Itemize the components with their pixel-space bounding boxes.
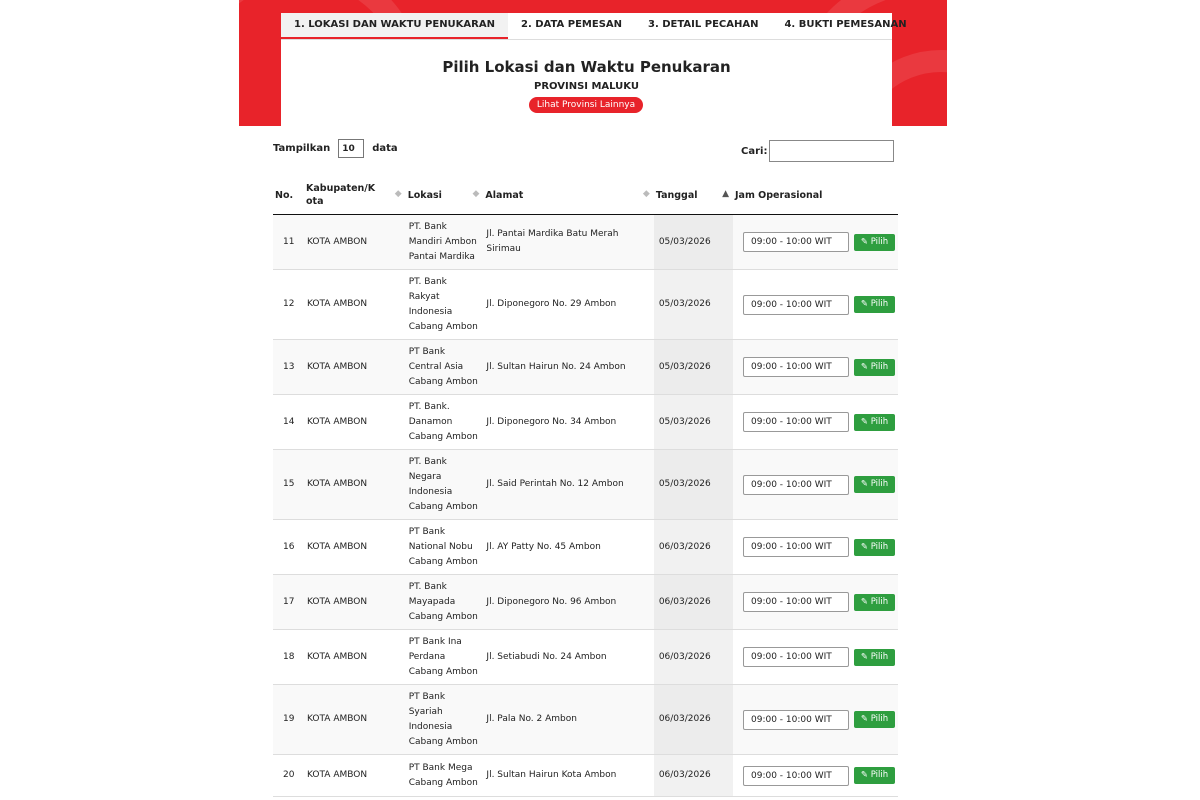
lokasi-text: PT Bank Ina Perdana Cabang Ambon (408, 636, 478, 677)
cell-lokasi (406, 755, 484, 797)
table-row (273, 755, 898, 797)
cell-kabupaten: KOTA AMBON (304, 575, 406, 630)
jam-operasional-select[interactable]: 09:00 - 10:00 WIT (743, 710, 849, 730)
pilih-button[interactable] (854, 296, 895, 313)
cell-tanggal: 06/03/2026 (654, 575, 733, 630)
cell-kabupaten: KOTA AMBON (304, 685, 406, 755)
length-suffix: data (372, 143, 398, 154)
cell-alamat (483, 755, 653, 797)
edit-icon: ✎ (860, 596, 868, 607)
page-length-select[interactable]: 10 (338, 139, 364, 158)
cell-jam (733, 630, 898, 685)
cell-no: 17 (273, 575, 304, 630)
cell-kabupaten: KOTA AMBON (304, 755, 406, 797)
cell-tanggal: 06/03/2026 (654, 685, 733, 755)
lokasi-text: PT Bank National Nobu Cabang Ambon (408, 526, 478, 567)
lokasi-text: PT Bank Syariah Indonesia Cabang Ambon (408, 691, 478, 747)
cell-no: 20 (273, 755, 304, 797)
pilih-button[interactable] (854, 539, 895, 556)
cell-jam (733, 450, 898, 520)
alamat-text: Jl. Diponegoro No. 34 Ambon (486, 416, 617, 427)
table-row (273, 215, 898, 270)
alamat-text: Jl. Sultan Hairun No. 24 Ambon (486, 361, 626, 372)
cell-alamat (483, 340, 653, 395)
cell-kabupaten: KOTA AMBON (304, 215, 406, 270)
lokasi-text: PT. Bank Negara Indonesia Cabang Ambon (408, 456, 478, 512)
table-row (273, 685, 898, 755)
edit-icon: ✎ (860, 416, 868, 427)
table-row (273, 395, 898, 450)
cell-alamat (483, 575, 653, 630)
page-length-control (273, 139, 398, 158)
col-jam-operasional[interactable]: Jam Operasional (733, 176, 898, 215)
cell-alamat (483, 685, 653, 755)
pilih-label: Pilih (870, 651, 889, 662)
other-province-button[interactable]: Lihat Provinsi Lainnya (529, 97, 643, 113)
tab-data-pemesan[interactable]: 2. DATA PEMESAN (520, 19, 623, 30)
cell-no: 15 (273, 450, 304, 520)
edit-icon: ✎ (860, 541, 868, 552)
cell-kabupaten: KOTA AMBON (304, 395, 406, 450)
pilih-label: Pilih (870, 479, 889, 489)
cell-tanggal: 05/03/2026 (654, 270, 733, 340)
cell-no: 13 (273, 340, 304, 395)
alamat-text: Jl. Said Perintah No. 12 Ambon (486, 479, 624, 489)
cell-no: 14 (273, 395, 304, 450)
cell-tanggal: 06/03/2026 (654, 520, 733, 575)
pilih-label: Pilih (870, 714, 889, 724)
search-control (741, 140, 894, 162)
jam-operasional-select[interactable]: 09:00 - 10:00 WIT (743, 537, 849, 557)
table-row (273, 450, 898, 520)
jam-operasional-select[interactable]: 09:00 - 10:00 WIT (743, 766, 849, 786)
table-row (273, 630, 898, 685)
lokasi-text: PT Bank Mega Cabang Ambon (408, 762, 478, 788)
edit-icon: ✎ (860, 770, 868, 780)
tab-bukti-pemesanan[interactable]: 4. BUKTI PEMESANAN (784, 19, 907, 30)
cell-jam (733, 340, 898, 395)
lokasi-text: PT. Bank Mandiri Ambon Pantai Mardika (408, 221, 477, 262)
pilih-label: Pilih (870, 299, 889, 309)
cell-alamat (483, 395, 653, 450)
cell-jam (733, 575, 898, 630)
page-title: Pilih Lokasi dan Waktu Penukaran (442, 58, 731, 76)
cell-no: 12 (273, 270, 304, 340)
col-kabupaten[interactable]: Kabupaten/Kota ◆ (304, 176, 406, 215)
pilih-button[interactable] (854, 414, 895, 431)
cell-no: 19 (273, 685, 304, 755)
edit-icon: ✎ (860, 361, 868, 372)
cell-alamat (483, 520, 653, 575)
pilih-label: Pilih (870, 770, 889, 780)
col-alamat[interactable]: Alamat ◆ (483, 176, 653, 215)
cell-tanggal: 05/03/2026 (654, 215, 733, 270)
cell-lokasi (406, 270, 484, 340)
tab-detail-pecahan[interactable]: 3. DETAIL PECAHAN (648, 19, 759, 30)
step-tabs (281, 13, 907, 40)
cell-lokasi (406, 450, 484, 520)
pilih-button[interactable] (854, 649, 895, 666)
cell-jam (733, 685, 898, 755)
edit-icon: ✎ (860, 479, 868, 489)
jam-operasional-select[interactable]: 09:00 - 10:00 WIT (743, 232, 849, 252)
table-header-row (273, 176, 898, 215)
sort-icon: ◆ (642, 189, 650, 199)
lokasi-text: PT. Bank Mayapada Cabang Ambon (408, 581, 478, 622)
cell-tanggal: 05/03/2026 (654, 340, 733, 395)
jam-operasional-select[interactable]: 09:00 - 10:00 WIT (743, 647, 849, 667)
cell-alamat (483, 215, 653, 270)
edit-icon: ✎ (860, 236, 868, 247)
cell-kabupaten: KOTA AMBON (304, 270, 406, 340)
pilih-button[interactable] (854, 767, 895, 784)
step-card (281, 13, 907, 126)
pilih-button[interactable] (854, 594, 895, 611)
cell-lokasi (406, 520, 484, 575)
alamat-text: Jl. AY Patty No. 45 Ambon (486, 541, 601, 552)
pilih-button[interactable] (854, 234, 895, 251)
table-row (273, 270, 898, 340)
cell-alamat (483, 270, 653, 340)
cell-lokasi (406, 630, 484, 685)
cell-alamat (483, 630, 653, 685)
cell-kabupaten: KOTA AMBON (304, 630, 406, 685)
cell-jam (733, 215, 898, 270)
jam-operasional-select[interactable]: 09:00 - 10:00 WIT (743, 357, 849, 377)
alamat-text: Jl. Pantai Mardika Batu Merah Sirimau (486, 229, 619, 254)
location-table (273, 176, 898, 797)
tab-lokasi[interactable]: 1. LOKASI DAN WAKTU PENUKARAN (281, 13, 508, 39)
length-prefix: Tampilkan (273, 143, 331, 154)
edit-icon: ✎ (860, 299, 868, 309)
pilih-label: Pilih (870, 416, 889, 427)
cell-jam (733, 270, 898, 340)
col-no[interactable]: No. (273, 176, 304, 215)
pilih-button[interactable] (854, 711, 895, 728)
alamat-text: Jl. Setiabudi No. 24 Ambon (486, 651, 607, 662)
cell-kabupaten: KOTA AMBON (304, 520, 406, 575)
pilih-label: Pilih (870, 236, 889, 247)
pilih-button[interactable] (854, 359, 895, 376)
cell-no: 11 (273, 215, 304, 270)
pilih-button[interactable] (854, 476, 895, 493)
cell-alamat (483, 450, 653, 520)
cell-jam (733, 395, 898, 450)
jam-operasional-select[interactable]: 09:00 - 10:00 WIT (743, 475, 849, 495)
sort-asc-icon: ▲ (722, 189, 729, 199)
jam-operasional-select[interactable]: 09:00 - 10:00 WIT (743, 592, 849, 612)
cell-no: 18 (273, 630, 304, 685)
cell-kabupaten: KOTA AMBON (304, 450, 406, 520)
table-row (273, 340, 898, 395)
lokasi-text: PT. Bank. Danamon Cabang Ambon (408, 401, 478, 442)
cell-jam (733, 755, 898, 797)
cell-lokasi (406, 685, 484, 755)
pilih-label: Pilih (870, 541, 889, 552)
jam-operasional-select[interactable]: 09:00 - 10:00 WIT (743, 412, 849, 432)
cell-no: 16 (273, 520, 304, 575)
cell-lokasi (406, 395, 484, 450)
cell-lokasi (406, 215, 484, 270)
table-row (273, 575, 898, 630)
sort-icon: ◆ (394, 189, 402, 199)
table-row (273, 520, 898, 575)
cell-lokasi (406, 340, 484, 395)
cell-kabupaten: KOTA AMBON (304, 340, 406, 395)
search-input[interactable] (769, 140, 894, 162)
col-lokasi[interactable]: Lokasi ◆ (406, 176, 484, 215)
cell-tanggal: 05/03/2026 (654, 450, 733, 520)
jam-operasional-select[interactable]: 09:00 - 10:00 WIT (743, 295, 849, 315)
sort-icon: ◆ (472, 189, 480, 199)
cell-tanggal: 05/03/2026 (654, 395, 733, 450)
cell-tanggal: 06/03/2026 (654, 630, 733, 685)
pilih-label: Pilih (870, 361, 889, 372)
cell-lokasi (406, 575, 484, 630)
alamat-text: Jl. Diponegoro No. 29 Ambon (486, 299, 617, 309)
alamat-text: Jl. Diponegoro No. 96 Ambon (486, 596, 617, 607)
province-label: PROVINSI MALUKU (533, 81, 639, 92)
alamat-text: Jl. Pala No. 2 Ambon (486, 714, 577, 724)
col-tanggal[interactable]: Tanggal ▲ (654, 176, 733, 215)
edit-icon: ✎ (860, 714, 868, 724)
edit-icon: ✎ (860, 651, 868, 662)
cell-tanggal: 06/03/2026 (654, 755, 733, 797)
lokasi-text: PT Bank Central Asia Cabang Ambon (408, 346, 478, 387)
lokasi-text: PT. Bank Rakyat Indonesia Cabang Ambon (408, 276, 478, 332)
alamat-text: Jl. Sultan Hairun Kota Ambon (486, 770, 617, 780)
cell-jam (733, 520, 898, 575)
pilih-label: Pilih (870, 596, 889, 607)
search-label: Cari: (741, 145, 768, 157)
